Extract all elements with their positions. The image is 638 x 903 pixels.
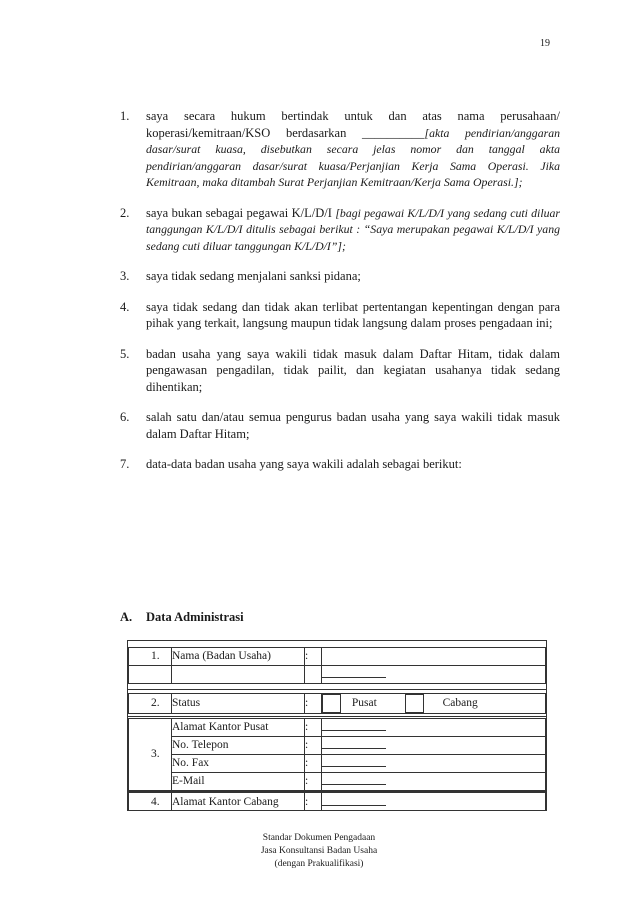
pusat-checkbox[interactable] <box>322 694 341 713</box>
email-field[interactable] <box>322 774 386 785</box>
fax-field[interactable] <box>322 756 386 767</box>
list-item <box>120 205 560 255</box>
item-number: 2. <box>120 205 130 220</box>
statement-list <box>120 108 560 487</box>
section-letter: A. <box>120 610 133 624</box>
footer-line: (dengan Prakualifikasi) <box>274 859 364 869</box>
item-number: 5. <box>120 346 130 361</box>
row-label: Alamat Kantor Cabang <box>172 793 305 811</box>
item-text: data-data badan usaha yang saya wakili adalah sebagai berikut: <box>146 457 462 471</box>
table-row <box>128 717 547 792</box>
list-item <box>120 409 560 442</box>
field-label: E-Mail <box>172 772 305 790</box>
page-number: 19 <box>540 38 550 49</box>
pusat-label: Pusat <box>351 696 377 709</box>
list-item <box>120 456 560 473</box>
table-row <box>128 641 547 690</box>
section-title-text: Data Administrasi <box>146 610 244 624</box>
item-text: saya bukan sebagai pegawai K/L/D/I <box>146 205 332 220</box>
list-item <box>120 108 560 191</box>
cabang-checkbox[interactable] <box>405 694 424 713</box>
row-colon: : <box>305 736 322 754</box>
list-item <box>120 299 560 332</box>
name-blank-field[interactable] <box>322 667 386 678</box>
row-colon: : <box>305 647 322 665</box>
table-row <box>128 792 547 812</box>
cabang-label: Cabang <box>442 696 478 709</box>
row-label: Status <box>172 693 305 713</box>
item-number: 6. <box>120 410 130 424</box>
section-heading <box>120 610 244 625</box>
item-number: 4. <box>120 299 130 314</box>
administration-table <box>127 640 547 811</box>
table-row <box>128 690 547 717</box>
phone-field[interactable] <box>322 738 386 749</box>
item-text: saya tidak sedang menjalani sanksi pidana; <box>146 269 361 283</box>
item-text: salah satu dan/atau semua pengurus badan usaha yang saya wakili tidak masuk dalam Daftar Hitam; <box>146 410 560 441</box>
branch-office-address-field[interactable] <box>322 795 386 806</box>
row-number: 1. <box>129 647 172 665</box>
row-colon: : <box>305 693 322 713</box>
row-number: 4. <box>129 793 172 811</box>
field-label: Alamat Kantor Pusat <box>172 718 305 736</box>
row-colon: : <box>305 718 322 736</box>
row-label: Nama (Badan Usaha) <box>172 647 305 665</box>
field-label: No. Telepon <box>172 736 305 754</box>
head-office-address-field[interactable] <box>322 720 386 731</box>
footer-line: Jasa Konsultansi Badan Usaha <box>260 846 378 856</box>
list-item <box>120 346 560 396</box>
item-number: 3. <box>120 269 130 283</box>
item-text: saya secara hukum bertindak untuk dan atas nama perusahaan/ koperasi/kemitraan/KSO berdasarkan __________ <box>146 109 560 140</box>
item-text: saya tidak sedang dan tidak akan terlibat pertentangan kepentingan dengan para pihak yang terkait, langsung maupun tidak langsung dalam proses pengadaan ini; <box>146 299 560 330</box>
footer-line: Standar Dokumen Pengadaan <box>262 833 376 843</box>
list-item <box>120 268 560 285</box>
row-colon: : <box>305 793 322 811</box>
row-number: 3. <box>129 718 172 790</box>
item-note: [akta pendirian/anggaran dasar/surat kuasa, disebutkan secara jelas nomor dan tanggal akta pendirian/anggaran dasar/surat kuasa/Perjanjian Kerja Sama Operasi. Jika Kemitraan, maka ditambah Surat Perjanjian Kemitraan/Kerja Sama Operasi.]; <box>146 125 560 189</box>
field-label: No. Fax <box>172 754 305 772</box>
row-colon: : <box>305 754 322 772</box>
item-note: [bagi pegawai K/L/D/I yang sedang cuti diluar tanggungan K/L/D/I ditulis sebagai berikut : “Saya merupakan pegawai K/L/D/I yang sedang cuti diluar tanggungan K/L/D/I”]; <box>146 205 561 253</box>
item-number: 1. <box>120 109 130 123</box>
page-footer <box>0 832 638 871</box>
row-colon: : <box>305 772 322 790</box>
row-number: 2. <box>129 693 172 713</box>
item-text: badan usaha yang saya wakili tidak masuk dalam Daftar Hitam, tidak dalam pengawasan pengadilan, tidak pailit, dan kegiatan usahanya tidak sedang dihentikan; <box>146 346 560 394</box>
item-number: 7. <box>120 457 130 471</box>
